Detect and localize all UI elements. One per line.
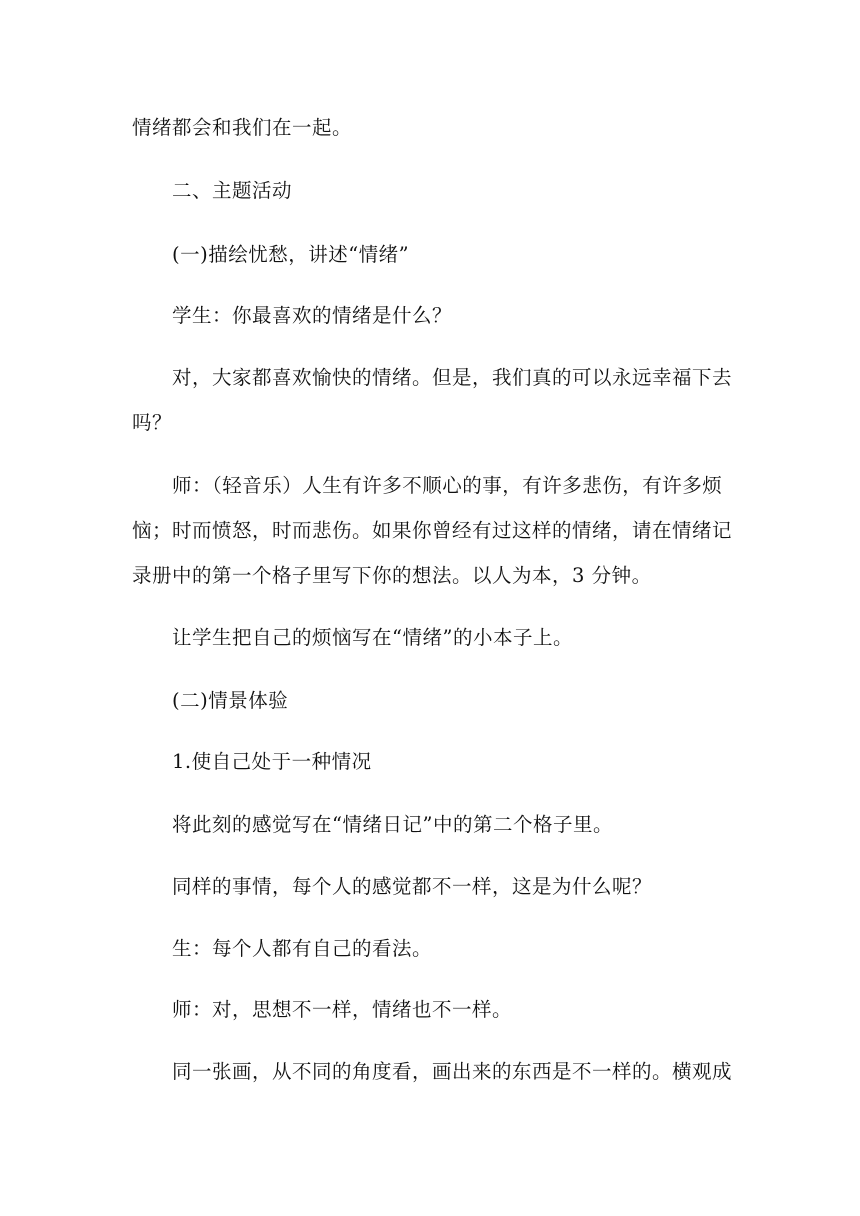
text-line: 吗？ (132, 411, 173, 434)
text-line: 同一张画，从不同的角度看，画出来的东西是不一样的。横观成 (172, 1060, 733, 1083)
text-line: 同样的事情，每个人的感觉都不一样，这是为什么呢？ (172, 875, 653, 898)
text-line: 生：每个人都有自己的看法。 (172, 937, 433, 960)
section-heading: 二、主题活动 (172, 179, 293, 202)
subsection-heading: (二)情景体验 (172, 689, 289, 712)
subsection-heading: (一)描绘忧愁，讲述“情绪” (172, 243, 410, 266)
text-line: 情绪都会和我们在一起。 (132, 116, 353, 139)
text-line: 师：（轻音乐）人生有许多不顺心的事，有许多悲伤，有许多烦 (172, 474, 723, 497)
text-line: 学生：你最喜欢的情绪是什么？ (172, 304, 453, 327)
text-line: 让学生把自己的烦恼写在“情绪”的小本子上。 (172, 626, 573, 649)
text-line: 录册中的第一个格子里写下你的想法。以人为本，3 分钟。 (132, 564, 652, 587)
text-line: 对，大家都喜欢愉快的情绪。但是，我们真的可以永远幸福下去 (172, 366, 733, 389)
text-line: 将此刻的感觉写在“情绪日记”中的第二个格子里。 (172, 813, 613, 836)
list-item: 1.使自己处于一种情况 (172, 750, 372, 773)
text-line: 恼；时而愤怒，时而悲伤。如果你曾经有过这样的情绪，请在情绪记 (132, 519, 733, 542)
text-line: 师：对，思想不一样，情绪也不一样。 (172, 998, 513, 1021)
